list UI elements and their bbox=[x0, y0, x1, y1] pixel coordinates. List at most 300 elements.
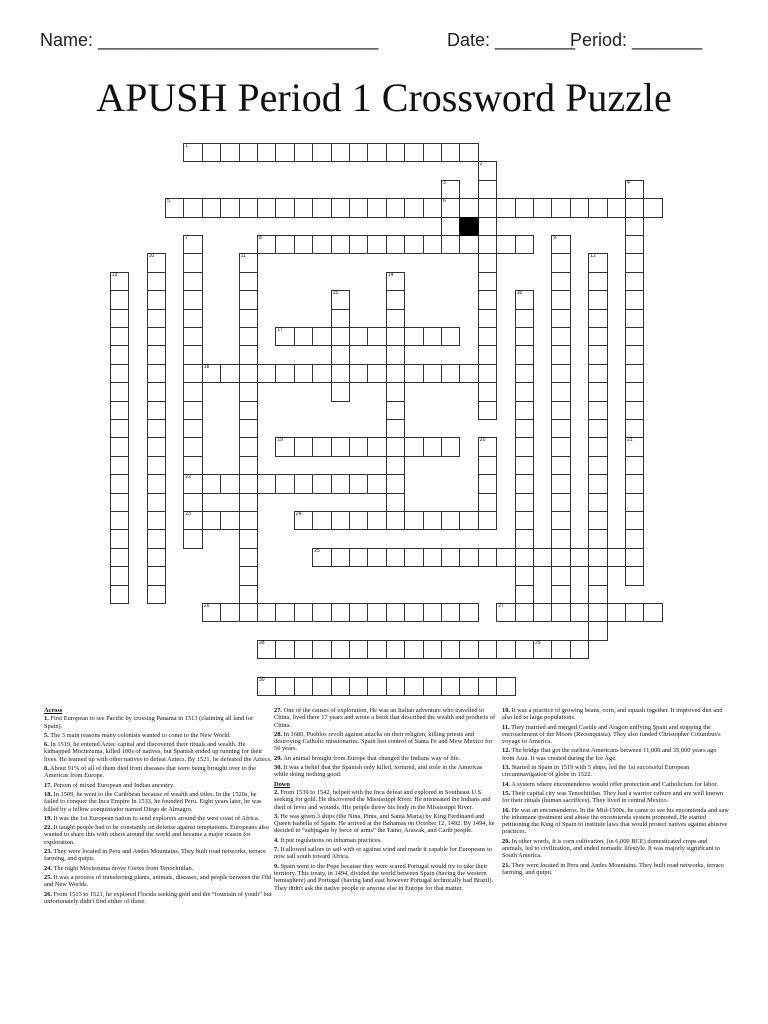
grid-cell[interactable] bbox=[110, 327, 129, 346]
grid-cell[interactable] bbox=[423, 548, 442, 567]
grid-cell[interactable] bbox=[275, 327, 294, 346]
grid-cell[interactable] bbox=[478, 180, 497, 199]
grid-cell[interactable] bbox=[312, 327, 331, 346]
grid-cell[interactable] bbox=[551, 401, 570, 420]
grid-cell[interactable] bbox=[588, 401, 607, 420]
grid-cell[interactable] bbox=[257, 474, 276, 493]
grid-cell[interactable] bbox=[257, 364, 276, 383]
grid-cell[interactable] bbox=[515, 419, 534, 438]
grid-cell[interactable] bbox=[386, 474, 405, 493]
grid-cell[interactable] bbox=[588, 419, 607, 438]
grid-cell[interactable] bbox=[331, 677, 350, 696]
grid-cell[interactable] bbox=[551, 603, 570, 622]
grid-cell[interactable] bbox=[331, 364, 350, 383]
grid-cell[interactable] bbox=[515, 529, 534, 548]
grid-cell[interactable] bbox=[533, 603, 552, 622]
grid-cell[interactable] bbox=[551, 272, 570, 291]
grid-cell[interactable] bbox=[515, 474, 534, 493]
grid-cell[interactable] bbox=[588, 621, 607, 640]
grid-cell[interactable] bbox=[110, 345, 129, 364]
grid-cell[interactable] bbox=[257, 640, 276, 659]
grid-cell[interactable] bbox=[404, 437, 423, 456]
grid-cell[interactable] bbox=[423, 511, 442, 530]
grid-cell[interactable] bbox=[239, 585, 258, 604]
grid-cell[interactable] bbox=[441, 640, 460, 659]
grid-cell[interactable] bbox=[367, 198, 386, 217]
grid-cell[interactable] bbox=[607, 548, 626, 567]
grid-cell[interactable] bbox=[110, 585, 129, 604]
grid-cell[interactable] bbox=[386, 272, 405, 291]
grid-cell[interactable] bbox=[257, 143, 276, 162]
grid-cell[interactable] bbox=[183, 345, 202, 364]
grid-cell[interactable] bbox=[496, 235, 515, 254]
grid-cell[interactable] bbox=[183, 143, 202, 162]
grid-cell[interactable] bbox=[588, 474, 607, 493]
grid-cell[interactable] bbox=[110, 474, 129, 493]
grid-cell[interactable] bbox=[423, 640, 442, 659]
grid-cell[interactable] bbox=[275, 603, 294, 622]
grid-cell[interactable] bbox=[441, 677, 460, 696]
grid-cell[interactable] bbox=[515, 603, 534, 622]
grid-cell[interactable] bbox=[533, 548, 552, 567]
grid-cell[interactable] bbox=[331, 345, 350, 364]
grid-cell[interactable] bbox=[588, 198, 607, 217]
grid-cell[interactable] bbox=[110, 511, 129, 530]
grid-cell[interactable] bbox=[478, 548, 497, 567]
grid-cell[interactable] bbox=[607, 198, 626, 217]
grid-cell[interactable] bbox=[625, 603, 644, 622]
grid-cell[interactable] bbox=[515, 327, 534, 346]
grid-cell[interactable] bbox=[183, 529, 202, 548]
grid-cell[interactable] bbox=[386, 493, 405, 512]
grid-cell[interactable] bbox=[551, 456, 570, 475]
grid-cell[interactable] bbox=[533, 640, 552, 659]
grid-cell[interactable] bbox=[110, 493, 129, 512]
grid-cell[interactable] bbox=[515, 364, 534, 383]
grid-cell[interactable] bbox=[349, 640, 368, 659]
grid-cell[interactable] bbox=[588, 382, 607, 401]
grid-cell[interactable] bbox=[331, 640, 350, 659]
grid-cell[interactable] bbox=[496, 640, 515, 659]
grid-cell[interactable] bbox=[275, 364, 294, 383]
grid-cell[interactable] bbox=[515, 566, 534, 585]
grid-cell[interactable] bbox=[202, 198, 221, 217]
grid-cell[interactable] bbox=[404, 364, 423, 383]
grid-cell[interactable] bbox=[183, 437, 202, 456]
grid-cell[interactable] bbox=[386, 143, 405, 162]
grid-cell[interactable] bbox=[367, 603, 386, 622]
grid-cell[interactable] bbox=[294, 603, 313, 622]
grid-cell[interactable] bbox=[478, 382, 497, 401]
grid-cell[interactable] bbox=[294, 327, 313, 346]
grid-cell[interactable] bbox=[349, 603, 368, 622]
grid-cell[interactable] bbox=[551, 493, 570, 512]
grid-cell[interactable] bbox=[257, 198, 276, 217]
grid-cell[interactable] bbox=[551, 529, 570, 548]
grid-cell[interactable] bbox=[625, 419, 644, 438]
grid-cell[interactable] bbox=[625, 309, 644, 328]
grid-cell[interactable] bbox=[147, 511, 166, 530]
grid-cell[interactable] bbox=[625, 511, 644, 530]
grid-cell[interactable] bbox=[239, 529, 258, 548]
grid-cell[interactable] bbox=[312, 235, 331, 254]
grid-cell[interactable] bbox=[441, 235, 460, 254]
grid-cell[interactable] bbox=[551, 585, 570, 604]
grid-cell[interactable] bbox=[183, 198, 202, 217]
grid-cell[interactable] bbox=[625, 345, 644, 364]
grid-cell[interactable] bbox=[625, 474, 644, 493]
grid-cell[interactable] bbox=[551, 327, 570, 346]
grid-cell[interactable] bbox=[423, 677, 442, 696]
grid-cell[interactable] bbox=[551, 640, 570, 659]
grid-cell[interactable] bbox=[239, 198, 258, 217]
grid-cell[interactable] bbox=[423, 603, 442, 622]
grid-cell[interactable] bbox=[515, 493, 534, 512]
grid-cell[interactable] bbox=[441, 217, 460, 236]
grid-cell[interactable] bbox=[331, 309, 350, 328]
grid-cell[interactable] bbox=[275, 235, 294, 254]
grid-cell[interactable] bbox=[588, 364, 607, 383]
grid-cell[interactable] bbox=[275, 677, 294, 696]
grid-cell[interactable] bbox=[386, 511, 405, 530]
grid-cell[interactable] bbox=[349, 548, 368, 567]
grid-cell[interactable] bbox=[275, 143, 294, 162]
grid-cell[interactable] bbox=[459, 603, 478, 622]
grid-cell[interactable] bbox=[220, 364, 239, 383]
grid-cell[interactable] bbox=[147, 437, 166, 456]
grid-cell[interactable] bbox=[110, 456, 129, 475]
grid-cell[interactable] bbox=[331, 511, 350, 530]
grid-cell[interactable] bbox=[625, 198, 644, 217]
grid-cell[interactable] bbox=[441, 327, 460, 346]
grid-cell[interactable] bbox=[386, 419, 405, 438]
grid-cell[interactable] bbox=[239, 327, 258, 346]
grid-cell[interactable] bbox=[367, 327, 386, 346]
grid-cell[interactable] bbox=[294, 474, 313, 493]
grid-cell[interactable] bbox=[625, 382, 644, 401]
grid-cell[interactable] bbox=[459, 511, 478, 530]
grid-cell[interactable] bbox=[570, 548, 589, 567]
period-field[interactable]: Period: _______ bbox=[570, 30, 703, 50]
grid-cell[interactable] bbox=[551, 364, 570, 383]
grid-cell[interactable] bbox=[588, 548, 607, 567]
grid-cell[interactable] bbox=[110, 566, 129, 585]
grid-cell[interactable] bbox=[478, 198, 497, 217]
grid-cell[interactable] bbox=[239, 345, 258, 364]
grid-cell[interactable] bbox=[404, 677, 423, 696]
grid-cell[interactable] bbox=[147, 419, 166, 438]
grid-cell[interactable] bbox=[183, 511, 202, 530]
grid-cell[interactable] bbox=[110, 401, 129, 420]
grid-cell[interactable] bbox=[110, 437, 129, 456]
grid-cell[interactable] bbox=[220, 143, 239, 162]
grid-cell[interactable] bbox=[202, 474, 221, 493]
grid-cell[interactable] bbox=[441, 511, 460, 530]
grid-cell[interactable] bbox=[147, 253, 166, 272]
grid-cell[interactable] bbox=[294, 640, 313, 659]
grid-cell[interactable] bbox=[625, 235, 644, 254]
grid-cell[interactable] bbox=[202, 603, 221, 622]
grid-cell[interactable] bbox=[478, 677, 497, 696]
grid-cell[interactable] bbox=[441, 198, 460, 217]
grid-cell[interactable] bbox=[478, 401, 497, 420]
grid-cell[interactable] bbox=[147, 566, 166, 585]
grid-cell[interactable] bbox=[404, 640, 423, 659]
grid-cell[interactable] bbox=[570, 603, 589, 622]
grid-cell[interactable] bbox=[441, 437, 460, 456]
grid-cell[interactable] bbox=[349, 327, 368, 346]
grid-cell[interactable] bbox=[533, 198, 552, 217]
grid-cell[interactable] bbox=[515, 548, 534, 567]
grid-cell[interactable] bbox=[349, 511, 368, 530]
grid-cell[interactable] bbox=[275, 198, 294, 217]
grid-cell[interactable] bbox=[404, 603, 423, 622]
grid-cell[interactable] bbox=[588, 309, 607, 328]
grid-cell[interactable] bbox=[239, 419, 258, 438]
grid-cell[interactable] bbox=[515, 198, 534, 217]
grid-cell[interactable] bbox=[202, 143, 221, 162]
grid-cell[interactable] bbox=[515, 456, 534, 475]
grid-cell[interactable] bbox=[220, 603, 239, 622]
grid-cell[interactable] bbox=[312, 143, 331, 162]
grid-cell[interactable] bbox=[386, 345, 405, 364]
grid-cell[interactable] bbox=[515, 585, 534, 604]
grid-cell[interactable] bbox=[570, 640, 589, 659]
grid-cell[interactable] bbox=[551, 198, 570, 217]
grid-cell[interactable] bbox=[496, 548, 515, 567]
grid-cell[interactable] bbox=[239, 401, 258, 420]
grid-cell[interactable] bbox=[478, 640, 497, 659]
grid-cell[interactable] bbox=[404, 511, 423, 530]
grid-cell[interactable] bbox=[478, 253, 497, 272]
grid-cell[interactable] bbox=[496, 603, 515, 622]
grid-cell[interactable] bbox=[551, 511, 570, 530]
grid-cell[interactable] bbox=[441, 180, 460, 199]
grid-cell[interactable] bbox=[625, 290, 644, 309]
grid-cell[interactable] bbox=[331, 198, 350, 217]
grid-cell[interactable] bbox=[459, 364, 478, 383]
grid-cell[interactable] bbox=[147, 474, 166, 493]
grid-cell[interactable] bbox=[220, 511, 239, 530]
grid-cell[interactable] bbox=[239, 309, 258, 328]
grid-cell[interactable] bbox=[478, 493, 497, 512]
grid-cell[interactable] bbox=[404, 235, 423, 254]
grid-cell[interactable] bbox=[588, 253, 607, 272]
grid-cell[interactable] bbox=[294, 143, 313, 162]
grid-cell[interactable] bbox=[607, 603, 626, 622]
grid-cell[interactable] bbox=[275, 437, 294, 456]
grid-cell[interactable] bbox=[551, 474, 570, 493]
grid-cell[interactable] bbox=[239, 272, 258, 291]
grid-cell[interactable] bbox=[183, 272, 202, 291]
grid-cell[interactable] bbox=[294, 437, 313, 456]
grid-cell[interactable] bbox=[183, 290, 202, 309]
grid-cell[interactable] bbox=[478, 235, 497, 254]
grid-cell[interactable] bbox=[386, 235, 405, 254]
grid-cell[interactable] bbox=[147, 529, 166, 548]
grid-cell[interactable] bbox=[294, 364, 313, 383]
grid-cell[interactable] bbox=[386, 603, 405, 622]
grid-cell[interactable] bbox=[367, 474, 386, 493]
grid-cell[interactable] bbox=[220, 198, 239, 217]
grid-cell[interactable] bbox=[551, 235, 570, 254]
grid-cell[interactable] bbox=[183, 456, 202, 475]
grid-cell[interactable] bbox=[551, 345, 570, 364]
grid-cell[interactable] bbox=[147, 309, 166, 328]
grid-cell[interactable] bbox=[147, 290, 166, 309]
grid-cell[interactable] bbox=[423, 437, 442, 456]
grid-cell[interactable] bbox=[312, 474, 331, 493]
grid-cell[interactable] bbox=[294, 511, 313, 530]
grid-cell[interactable] bbox=[551, 566, 570, 585]
grid-cell[interactable] bbox=[459, 640, 478, 659]
grid-cell[interactable] bbox=[239, 143, 258, 162]
grid-cell[interactable] bbox=[643, 198, 662, 217]
grid-cell[interactable] bbox=[478, 474, 497, 493]
grid-cell[interactable] bbox=[386, 677, 405, 696]
grid-cell[interactable] bbox=[239, 566, 258, 585]
grid-cell[interactable] bbox=[239, 456, 258, 475]
grid-cell[interactable] bbox=[110, 364, 129, 383]
grid-cell[interactable] bbox=[459, 235, 478, 254]
grid-cell[interactable] bbox=[331, 437, 350, 456]
grid-cell[interactable] bbox=[515, 382, 534, 401]
grid-cell[interactable] bbox=[239, 548, 258, 567]
grid-cell[interactable] bbox=[331, 327, 350, 346]
grid-cell[interactable] bbox=[478, 217, 497, 236]
grid-cell[interactable] bbox=[239, 364, 258, 383]
grid-cell[interactable] bbox=[110, 548, 129, 567]
grid-cell[interactable] bbox=[588, 603, 607, 622]
grid-cell[interactable] bbox=[110, 529, 129, 548]
grid-cell[interactable] bbox=[386, 640, 405, 659]
grid-cell[interactable] bbox=[515, 235, 534, 254]
grid-cell[interactable] bbox=[625, 437, 644, 456]
grid-cell[interactable] bbox=[275, 640, 294, 659]
grid-cell[interactable] bbox=[202, 511, 221, 530]
grid-cell[interactable] bbox=[459, 677, 478, 696]
grid-cell[interactable] bbox=[515, 290, 534, 309]
grid-cell[interactable] bbox=[625, 401, 644, 420]
grid-cell[interactable] bbox=[147, 382, 166, 401]
grid-cell[interactable] bbox=[165, 198, 184, 217]
grid-cell[interactable] bbox=[551, 437, 570, 456]
grid-cell[interactable] bbox=[349, 677, 368, 696]
grid-cell[interactable] bbox=[110, 419, 129, 438]
grid-cell[interactable] bbox=[386, 290, 405, 309]
grid-cell[interactable] bbox=[459, 548, 478, 567]
grid-cell[interactable] bbox=[551, 253, 570, 272]
grid-cell[interactable] bbox=[404, 548, 423, 567]
grid-cell[interactable] bbox=[312, 603, 331, 622]
grid-cell[interactable] bbox=[588, 437, 607, 456]
grid-cell[interactable] bbox=[331, 474, 350, 493]
grid-cell[interactable] bbox=[183, 382, 202, 401]
grid-cell[interactable] bbox=[312, 677, 331, 696]
grid-cell[interactable] bbox=[183, 253, 202, 272]
grid-cell[interactable] bbox=[386, 364, 405, 383]
grid-cell[interactable] bbox=[110, 309, 129, 328]
grid-cell[interactable] bbox=[183, 419, 202, 438]
grid-cell[interactable] bbox=[588, 456, 607, 475]
grid-cell[interactable] bbox=[478, 345, 497, 364]
grid-cell[interactable] bbox=[312, 511, 331, 530]
grid-cell[interactable] bbox=[478, 511, 497, 530]
grid-cell[interactable] bbox=[478, 161, 497, 180]
grid-cell[interactable] bbox=[404, 143, 423, 162]
grid-cell[interactable] bbox=[312, 640, 331, 659]
grid-cell[interactable] bbox=[367, 511, 386, 530]
grid-cell[interactable] bbox=[331, 603, 350, 622]
grid-cell[interactable] bbox=[331, 290, 350, 309]
grid-cell[interactable] bbox=[386, 327, 405, 346]
grid-cell[interactable] bbox=[367, 677, 386, 696]
grid-cell[interactable] bbox=[515, 401, 534, 420]
grid-cell[interactable] bbox=[423, 198, 442, 217]
grid-cell[interactable] bbox=[147, 364, 166, 383]
grid-cell[interactable] bbox=[239, 603, 258, 622]
grid-cell[interactable] bbox=[294, 677, 313, 696]
grid-cell[interactable] bbox=[147, 456, 166, 475]
date-field[interactable]: Date: ________ bbox=[447, 30, 576, 50]
grid-cell[interactable] bbox=[515, 309, 534, 328]
grid-cell[interactable] bbox=[294, 198, 313, 217]
grid-cell[interactable] bbox=[386, 456, 405, 475]
grid-cell[interactable] bbox=[367, 640, 386, 659]
grid-cell[interactable] bbox=[643, 603, 662, 622]
grid-cell[interactable] bbox=[478, 290, 497, 309]
grid-cell[interactable] bbox=[147, 585, 166, 604]
grid-cell[interactable] bbox=[386, 382, 405, 401]
grid-cell[interactable] bbox=[625, 272, 644, 291]
grid-cell[interactable] bbox=[312, 364, 331, 383]
grid-cell[interactable] bbox=[312, 198, 331, 217]
grid-cell[interactable] bbox=[423, 143, 442, 162]
grid-cell[interactable] bbox=[349, 437, 368, 456]
grid-cell[interactable] bbox=[257, 235, 276, 254]
grid-cell[interactable] bbox=[625, 548, 644, 567]
grid-cell[interactable] bbox=[239, 253, 258, 272]
grid-cell[interactable] bbox=[312, 548, 331, 567]
grid-cell[interactable] bbox=[404, 327, 423, 346]
grid-cell[interactable] bbox=[183, 493, 202, 512]
grid-cell[interactable] bbox=[551, 309, 570, 328]
grid-cell[interactable] bbox=[588, 290, 607, 309]
grid-cell[interactable] bbox=[386, 548, 405, 567]
grid-cell[interactable] bbox=[110, 382, 129, 401]
grid-cell[interactable] bbox=[459, 198, 478, 217]
grid-cell[interactable] bbox=[404, 198, 423, 217]
grid-cell[interactable] bbox=[625, 493, 644, 512]
grid-cell[interactable] bbox=[110, 290, 129, 309]
grid-cell[interactable] bbox=[367, 235, 386, 254]
grid-cell[interactable] bbox=[367, 143, 386, 162]
grid-cell[interactable] bbox=[239, 493, 258, 512]
grid-cell[interactable] bbox=[625, 566, 644, 585]
grid-cell[interactable] bbox=[515, 437, 534, 456]
grid-cell[interactable] bbox=[441, 548, 460, 567]
grid-cell[interactable] bbox=[239, 290, 258, 309]
grid-cell[interactable] bbox=[478, 272, 497, 291]
grid-cell[interactable] bbox=[349, 143, 368, 162]
grid-cell[interactable] bbox=[147, 345, 166, 364]
grid-cell[interactable] bbox=[331, 143, 350, 162]
grid-cell[interactable] bbox=[183, 401, 202, 420]
grid-cell[interactable] bbox=[625, 327, 644, 346]
grid-cell[interactable] bbox=[331, 548, 350, 567]
grid-cell[interactable] bbox=[551, 419, 570, 438]
grid-cell[interactable] bbox=[625, 529, 644, 548]
